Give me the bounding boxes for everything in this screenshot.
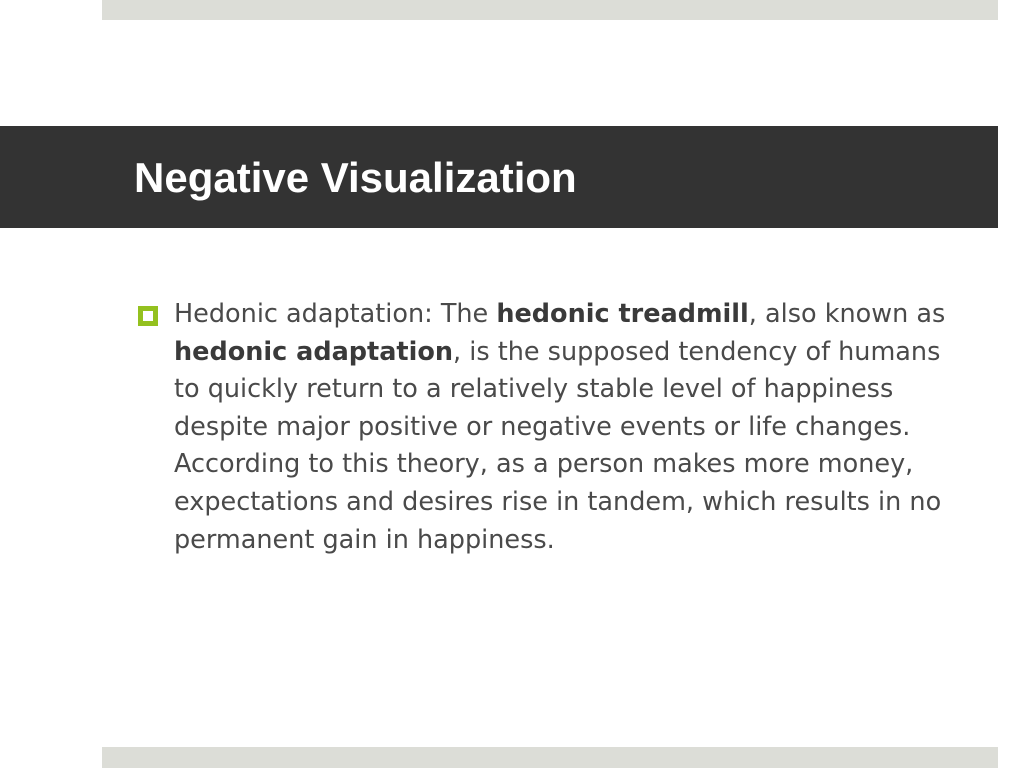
hollow-square-bullet-icon (138, 306, 158, 326)
top-accent-bar (102, 0, 998, 20)
bullet-text-segment: , also known as (748, 299, 946, 329)
bullet-bold-term: hedonic treadmill (496, 299, 749, 329)
bullet-text-segment: Hedonic adaptation: The (174, 299, 497, 329)
bullet-marker-center (143, 311, 153, 321)
bullet-text-segment: , is the supposed tendency of humans to quickly return to a relatively stable level of happiness despite major positive or negative events or life changes. According to this theory, as a person makes more money, expectations and desires rise in tandem, which results in no permanent gain in happiness. (174, 336, 942, 555)
slide-title: Negative Visualization (134, 154, 577, 201)
bullet-item (136, 296, 966, 559)
bottom-accent-bar (102, 747, 998, 768)
bullet-bold-term: hedonic adaptation (174, 336, 454, 367)
slide-content (136, 296, 966, 559)
